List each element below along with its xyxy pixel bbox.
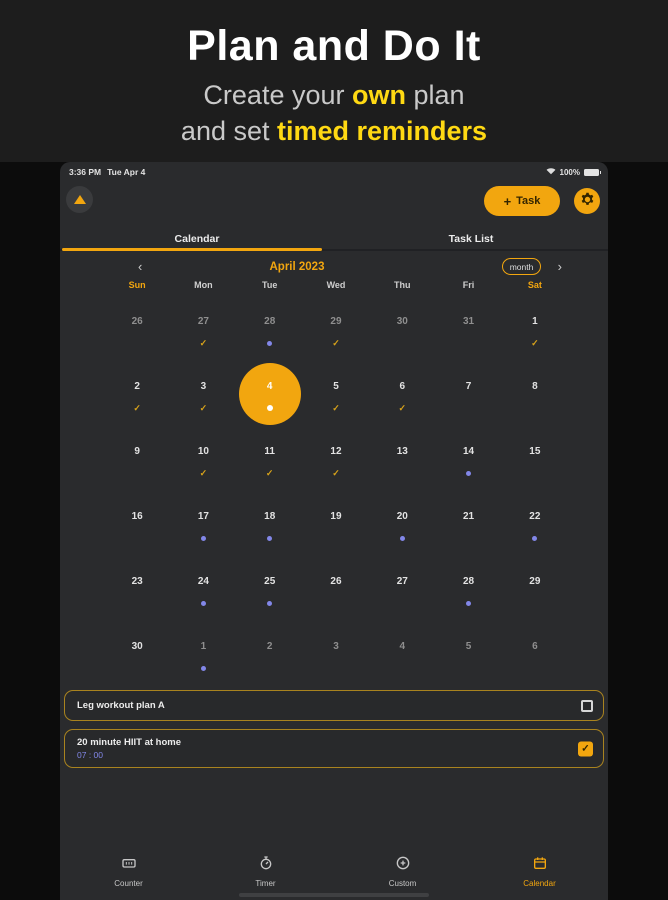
nav-item-calendar[interactable] (471, 855, 608, 888)
nav-label: Counter (114, 879, 143, 888)
weekday-header (104, 280, 568, 290)
task-dot-icon (435, 597, 501, 609)
no-marker (435, 402, 501, 414)
no-marker (104, 467, 170, 479)
day-number: 27 (197, 316, 209, 327)
calendar-day-1[interactable] (170, 625, 236, 690)
no-marker (435, 337, 501, 349)
calendar-day-28[interactable] (435, 560, 501, 625)
bottom-navigation (60, 855, 608, 888)
done-check-icon: ✓ (133, 402, 141, 413)
calendar-nav (60, 258, 608, 278)
day-number: 3 (333, 641, 339, 652)
day-number: 11 (264, 446, 275, 457)
calendar-day-22[interactable] (502, 495, 568, 560)
task-dot-icon (435, 467, 501, 479)
day-number: 24 (197, 576, 209, 587)
hero-section (0, 0, 668, 162)
done-check-icon: ✓ (265, 467, 274, 478)
task-dot-icon (170, 597, 236, 609)
day-number: 4 (266, 381, 273, 392)
calendar-day-9[interactable] (104, 430, 170, 495)
calendar-day-24[interactable] (170, 560, 236, 625)
hero-subtitle-line2 (0, 113, 668, 149)
no-marker (303, 662, 369, 674)
subtitle-text: and set (180, 116, 277, 146)
task-time: 07 : 00 (77, 750, 103, 760)
custom-icon (395, 855, 411, 876)
app-header (60, 184, 608, 218)
calendar-day-2[interactable] (104, 365, 170, 430)
task-list (64, 690, 604, 776)
task-checkbox-unchecked[interactable] (581, 700, 593, 712)
task-card[interactable] (64, 690, 604, 721)
no-marker (369, 597, 435, 609)
task-dot-icon (237, 337, 303, 349)
task-dot-icon (237, 597, 303, 609)
calendar-day-26[interactable] (303, 560, 369, 625)
calendar-icon (532, 855, 548, 876)
day-number: 25 (264, 576, 276, 587)
task-dot-icon (237, 532, 303, 544)
selected-day-circle (239, 363, 301, 425)
premium-button[interactable] (66, 186, 93, 213)
day-number: 18 (264, 511, 276, 522)
selected-day-dot (237, 402, 303, 414)
task-info (77, 737, 181, 760)
calendar-grid (104, 300, 568, 690)
no-marker (303, 532, 369, 544)
no-marker (502, 597, 568, 609)
plus-icon: + (503, 193, 512, 209)
no-marker (104, 662, 170, 674)
nav-label: Timer (255, 879, 276, 888)
battery-icon (584, 169, 599, 176)
day-number: 19 (330, 511, 342, 522)
home-indicator[interactable] (239, 893, 429, 897)
calendar-month-title: April 2023 (269, 261, 325, 273)
day-number: 16 (131, 511, 143, 522)
day-number: 5 (465, 641, 472, 652)
no-marker (303, 597, 369, 609)
calendar-day-12[interactable] (303, 430, 369, 495)
task-dot-icon (502, 532, 568, 544)
done-check-icon: ✓ (531, 337, 539, 348)
day-number: 2 (266, 641, 273, 652)
calendar-day-2[interactable] (237, 625, 303, 690)
no-marker (104, 337, 170, 349)
day-number: 3 (200, 381, 207, 392)
day-number: 9 (134, 446, 140, 457)
day-number: 1 (200, 641, 207, 652)
done-check-icon: ✓ (332, 402, 340, 413)
calendar-day-5[interactable] (303, 365, 369, 430)
calendar-day-27[interactable] (369, 560, 435, 625)
day-number: 8 (532, 381, 538, 392)
calendar-day-16[interactable] (104, 495, 170, 560)
day-number: 23 (131, 576, 143, 587)
calendar-day-30[interactable] (104, 625, 170, 690)
nav-label: Calendar (523, 879, 556, 888)
counter-icon (121, 855, 137, 876)
nav-label: Custom (388, 879, 417, 888)
day-number: 4 (399, 641, 406, 652)
calendar-day-20[interactable] (369, 495, 435, 560)
calendar-day-23[interactable] (104, 560, 170, 625)
no-marker (369, 337, 435, 349)
day-number: 2 (134, 381, 140, 392)
timer-icon (258, 855, 274, 876)
calendar-day-4[interactable] (369, 625, 435, 690)
no-marker (502, 467, 568, 479)
calendar-day-18[interactable] (237, 495, 303, 560)
view-mode-button[interactable]: month (502, 258, 541, 275)
day-number: 6 (399, 381, 406, 392)
day-number: 15 (529, 446, 541, 457)
prev-month-button[interactable]: ‹ (138, 259, 143, 274)
calendar-day-6[interactable] (502, 625, 568, 690)
day-number: 29 (330, 316, 342, 327)
task-checkbox-checked[interactable]: ✓ (578, 741, 593, 756)
no-marker (104, 532, 170, 544)
battery-percent: 100% (559, 167, 580, 177)
triangle-icon (74, 195, 86, 204)
calendar-day-5[interactable] (435, 625, 501, 690)
tab-calendar[interactable] (60, 224, 334, 249)
weekday-mon: Mon (194, 280, 213, 290)
task-title: 20 minute HIIT at home (77, 737, 181, 748)
calendar-day-27[interactable] (170, 300, 236, 365)
calendar-day-3[interactable] (170, 365, 236, 430)
calendar-day-6[interactable] (369, 365, 435, 430)
subtitle-text: Create your (203, 80, 352, 110)
calendar-day-15[interactable] (502, 430, 568, 495)
no-marker (435, 532, 501, 544)
weekday-sun: Sun (128, 280, 146, 290)
calendar-day-29[interactable] (502, 560, 568, 625)
day-number: 22 (529, 511, 541, 522)
day-number: 29 (529, 576, 541, 587)
calendar-day-14[interactable] (435, 430, 501, 495)
subtitle-highlight: timed reminders (277, 116, 488, 146)
subtitle-highlight: own (352, 80, 406, 110)
calendar-day-3[interactable] (303, 625, 369, 690)
no-marker (435, 662, 501, 674)
weekday-wed: Wed (326, 280, 346, 290)
status-time: 3:36 PM (69, 167, 102, 177)
calendar-day-11[interactable] (237, 430, 303, 495)
calendar-day-31[interactable] (435, 300, 501, 365)
no-marker (369, 662, 435, 674)
settings-button[interactable] (574, 188, 600, 214)
hero-subtitle-line1 (0, 77, 668, 113)
calendar-day-26[interactable] (104, 300, 170, 365)
gear-icon (579, 191, 596, 211)
day-number: 21 (463, 511, 475, 522)
day-number: 12 (330, 446, 342, 457)
task-dot-icon (170, 662, 236, 674)
no-marker (502, 662, 568, 674)
calendar-day-21[interactable] (435, 495, 501, 560)
day-number: 30 (131, 641, 143, 652)
day-number: 28 (463, 576, 475, 587)
task-info (77, 700, 165, 711)
next-month-button[interactable]: › (557, 259, 562, 274)
day-number: 17 (197, 511, 209, 522)
calendar-day-13[interactable] (369, 430, 435, 495)
task-dot-icon (170, 532, 236, 544)
day-number: 14 (463, 446, 475, 457)
calendar-day-4[interactable] (237, 365, 303, 430)
status-date: Tue Apr 4 (107, 167, 146, 177)
weekday-thu: Thu (394, 280, 411, 290)
done-check-icon: ✓ (398, 402, 407, 413)
done-check-icon: ✓ (199, 402, 208, 413)
no-marker (502, 402, 568, 414)
calendar-day-29[interactable] (303, 300, 369, 365)
weekday-tue: Tue (262, 280, 278, 290)
hero-title: Plan and Do It (187, 22, 481, 70)
calendar-day-25[interactable] (237, 560, 303, 625)
day-number: 6 (532, 641, 538, 652)
day-number: 26 (330, 576, 342, 587)
calendar-day-19[interactable] (303, 495, 369, 560)
day-number: 31 (463, 316, 475, 327)
no-marker (369, 467, 435, 479)
tab-task-list[interactable] (334, 224, 608, 249)
day-number: 30 (396, 316, 408, 327)
day-number: 5 (333, 381, 339, 392)
day-number: 10 (197, 446, 209, 457)
task-card[interactable] (64, 729, 604, 768)
status-bar (60, 165, 608, 179)
subtitle-text: plan (406, 80, 465, 110)
nav-item-counter[interactable] (60, 855, 197, 888)
day-number: 26 (131, 316, 143, 327)
calendar-day-1[interactable] (502, 300, 568, 365)
calendar-day-8[interactable] (502, 365, 568, 430)
add-task-label: Task (516, 195, 541, 207)
done-check-icon: ✓ (199, 467, 208, 478)
nav-item-timer[interactable] (197, 855, 334, 888)
no-marker (104, 597, 170, 609)
app-screenshot (60, 162, 608, 900)
no-marker (237, 662, 303, 674)
day-number: 13 (396, 446, 408, 457)
task-dot-icon (369, 532, 435, 544)
add-task-button[interactable] (484, 186, 560, 216)
tab-label: Calendar (174, 233, 220, 245)
calendar-day-30[interactable] (369, 300, 435, 365)
nav-item-custom[interactable] (334, 855, 471, 888)
day-number: 20 (396, 511, 408, 522)
done-check-icon: ✓ (332, 467, 340, 478)
day-number: 27 (396, 576, 408, 587)
task-title: Leg workout plan A (77, 700, 165, 711)
calendar-day-10[interactable] (170, 430, 236, 495)
day-number: 7 (465, 381, 472, 392)
tab-bar (60, 224, 608, 251)
calendar-day-17[interactable] (170, 495, 236, 560)
tab-label: Task List (448, 233, 494, 245)
done-check-icon: ✓ (332, 337, 340, 348)
day-number: 1 (532, 316, 538, 327)
wifi-icon (546, 167, 556, 177)
weekday-fri: Fri (462, 280, 475, 290)
done-check-icon: ✓ (199, 337, 208, 348)
calendar-day-28[interactable] (237, 300, 303, 365)
day-number: 28 (264, 316, 276, 327)
calendar-day-7[interactable] (435, 365, 501, 430)
weekday-sat: Sat (527, 280, 542, 290)
